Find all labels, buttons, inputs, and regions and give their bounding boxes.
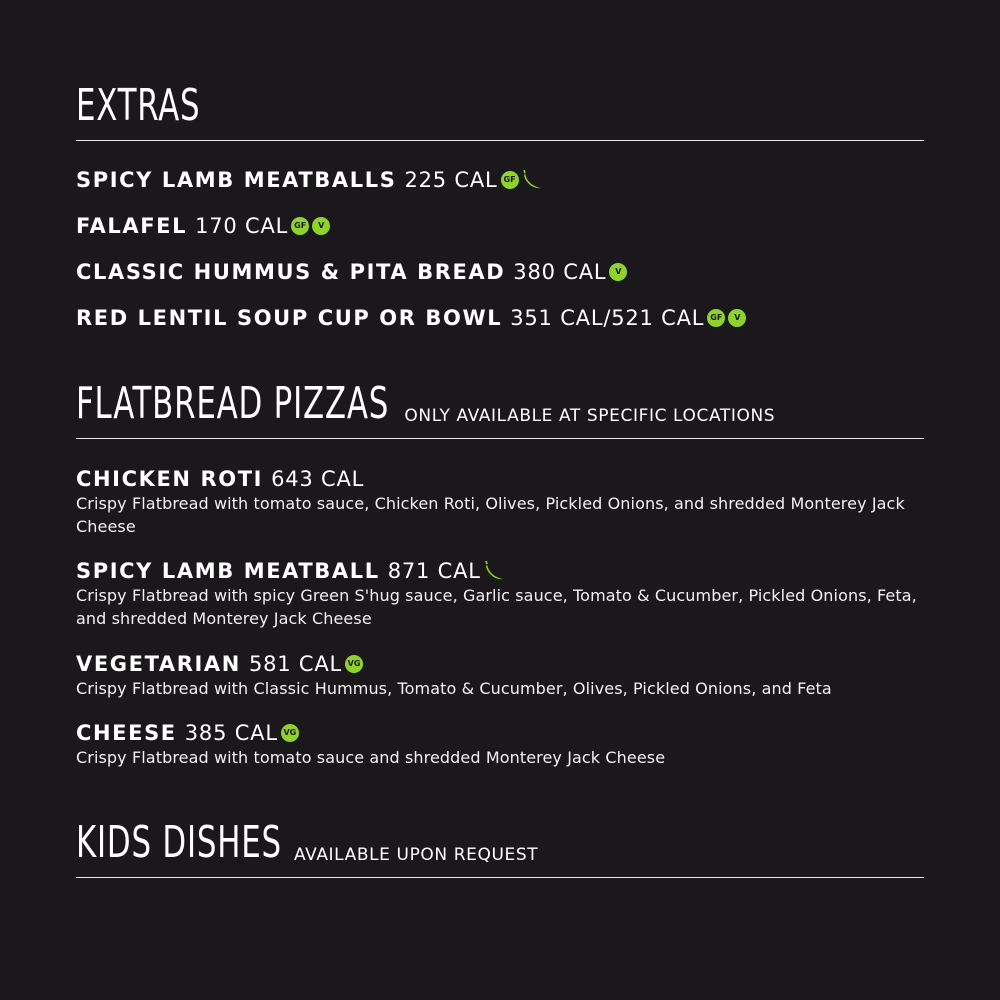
menu-item — [76, 466, 364, 492]
vg-badge-icon: VG — [345, 655, 363, 673]
item-name: CLASSIC HUMMUS & PITA BREAD — [76, 260, 506, 284]
item-name: RED LENTIL SOUP CUP OR BOWL — [76, 306, 503, 330]
section-note-kids: AVAILABLE UPON REQUEST — [294, 845, 539, 865]
menu-item — [76, 558, 505, 584]
v-badge-icon: V — [312, 217, 330, 235]
menu-item — [76, 720, 299, 746]
item-description: Crispy Flatbread with tomato sauce, Chicken Roti, Olives, Pickled Onions, and shredded Monterey Jack Cheese — [76, 494, 905, 536]
item-name: CHICKEN ROTI — [76, 467, 264, 491]
v-badge-icon: V — [609, 263, 627, 281]
item-description: Crispy Flatbread with tomato sauce and shredded Monterey Jack Cheese — [76, 748, 666, 767]
gf-badge-icon: GF — [291, 217, 309, 235]
item-description: Crispy Flatbread with Classic Hummus, Tomato & Cucumber, Olives, Pickled Onions, and Feta — [76, 679, 832, 698]
item-name: VEGETARIAN — [76, 652, 241, 676]
menu-item — [76, 259, 627, 285]
section-title-flatbread: FLATBREAD PIZZAS — [76, 378, 390, 429]
item-calories: 380 CAL — [513, 260, 607, 284]
menu-item — [76, 651, 363, 677]
item-calories: 385 CAL — [184, 721, 278, 745]
v-badge-icon: V — [728, 309, 746, 327]
chili-pepper-icon — [483, 561, 505, 581]
item-calories: 225 CAL — [404, 168, 498, 192]
flatbread-header — [76, 378, 924, 439]
item-calories: 643 CAL — [271, 467, 365, 491]
item-calories: 351 CAL/521 CAL — [510, 306, 705, 330]
item-calories: 581 CAL — [248, 652, 343, 676]
section-title-kids: KIDS DISHES — [76, 817, 282, 868]
section-note-flatbread: ONLY AVAILABLE AT SPECIFIC LOCATIONS — [404, 406, 776, 426]
gf-badge-icon: GF — [501, 171, 519, 189]
item-calories: 871 CAL — [387, 559, 481, 583]
item-name: FALAFEL — [76, 214, 188, 238]
chili-pepper-icon — [521, 170, 543, 190]
item-description: Crispy Flatbread with spicy Green S'hug sauce, Garlic sauce, Tomato & Cucumber, Pickled Onions, Feta, and shredded Monterey Jack Cheese — [76, 586, 917, 628]
menu-item — [76, 305, 746, 331]
vg-badge-icon: VG — [281, 724, 299, 742]
item-name: SPICY LAMB MEATBALLS — [76, 168, 397, 192]
extras-header — [76, 80, 924, 141]
item-calories: 170 CAL — [195, 214, 289, 238]
menu-item — [76, 213, 330, 239]
item-name: CHEESE — [76, 721, 177, 745]
menu-item — [76, 167, 543, 193]
section-title-extras: EXTRAS — [76, 80, 201, 131]
kids-header — [76, 816, 924, 878]
item-name: SPICY LAMB MEATBALL — [76, 559, 380, 583]
gf-badge-icon: GF — [707, 309, 725, 327]
